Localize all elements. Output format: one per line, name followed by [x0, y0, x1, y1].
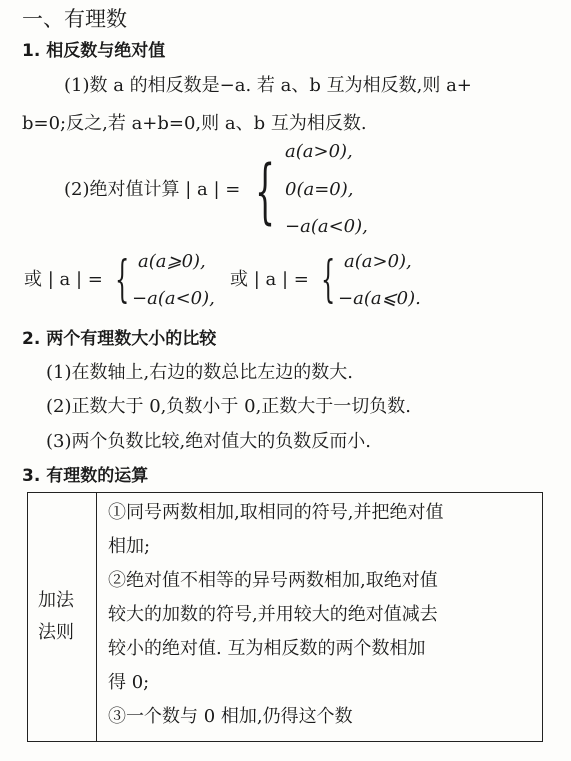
left-brace-icon: { — [115, 250, 130, 308]
rule-line-5: 较小的绝对值. 互为相反数的两个数相加 — [108, 638, 426, 659]
abs-case-2: 0(a=0), — [285, 179, 354, 200]
or-form-2-case-1: a(a>0), — [344, 251, 412, 272]
rule-line-3: ②绝对值不相等的异号两数相加,取绝对值 — [108, 570, 438, 591]
rule-label-cell — [28, 493, 97, 741]
rule-label-line2: 法则 — [38, 622, 74, 643]
or-form-1-case-1: a(a⩾0), — [138, 251, 206, 272]
abs-case-3: −a(a<0), — [285, 216, 368, 237]
or-form-1-case-2: −a(a<0), — [132, 288, 215, 309]
sub2-heading: 2. 两个有理数大小的比较 — [22, 329, 217, 349]
or-form-2-case-2: −a(a⩽0). — [338, 288, 421, 309]
sub2-item-3: (3)两个负数比较,绝对值大的负数反而小. — [46, 431, 371, 452]
left-brace-icon: { — [255, 150, 276, 232]
sub1-p1-line1: (1)数 a 的相反数是−a. 若 a、b 互为相反数,则 a+ — [64, 75, 472, 96]
rule-line-6: 得 0; — [108, 672, 150, 693]
sub2-item-1: (1)在数轴上,右边的数总比左边的数大. — [46, 362, 353, 383]
left-brace-icon: { — [321, 250, 336, 308]
sub1-p1-line2: b=0;反之,若 a+b=0,则 a、b 互为相反数. — [22, 113, 367, 134]
section-title: 一、有理数 — [22, 7, 127, 31]
rule-line-2: 相加; — [108, 536, 151, 557]
or-form-2-prefix: 或 | a | = — [230, 269, 309, 290]
addition-rules-table — [27, 492, 543, 742]
rule-line-1: ①同号两数相加,取相同的符号,并把绝对值 — [108, 502, 444, 523]
rule-line-4: 较大的加数的符号,并用较大的绝对值减去 — [108, 604, 438, 625]
or-form-1-prefix: 或 | a | = — [24, 269, 103, 290]
rule-line-7: ③一个数与 0 相加,仍得这个数 — [108, 706, 353, 727]
abs-def-prefix: (2)绝对值计算 | a | = — [64, 179, 241, 200]
abs-case-1: a(a>0), — [285, 141, 353, 162]
rule-label-line1: 加法 — [38, 590, 74, 611]
sub1-heading: 1. 相反数与绝对值 — [22, 41, 166, 61]
sub2-item-2: (2)正数大于 0,负数小于 0,正数大于一切负数. — [46, 396, 412, 417]
sub3-heading: 3. 有理数的运算 — [22, 466, 149, 486]
